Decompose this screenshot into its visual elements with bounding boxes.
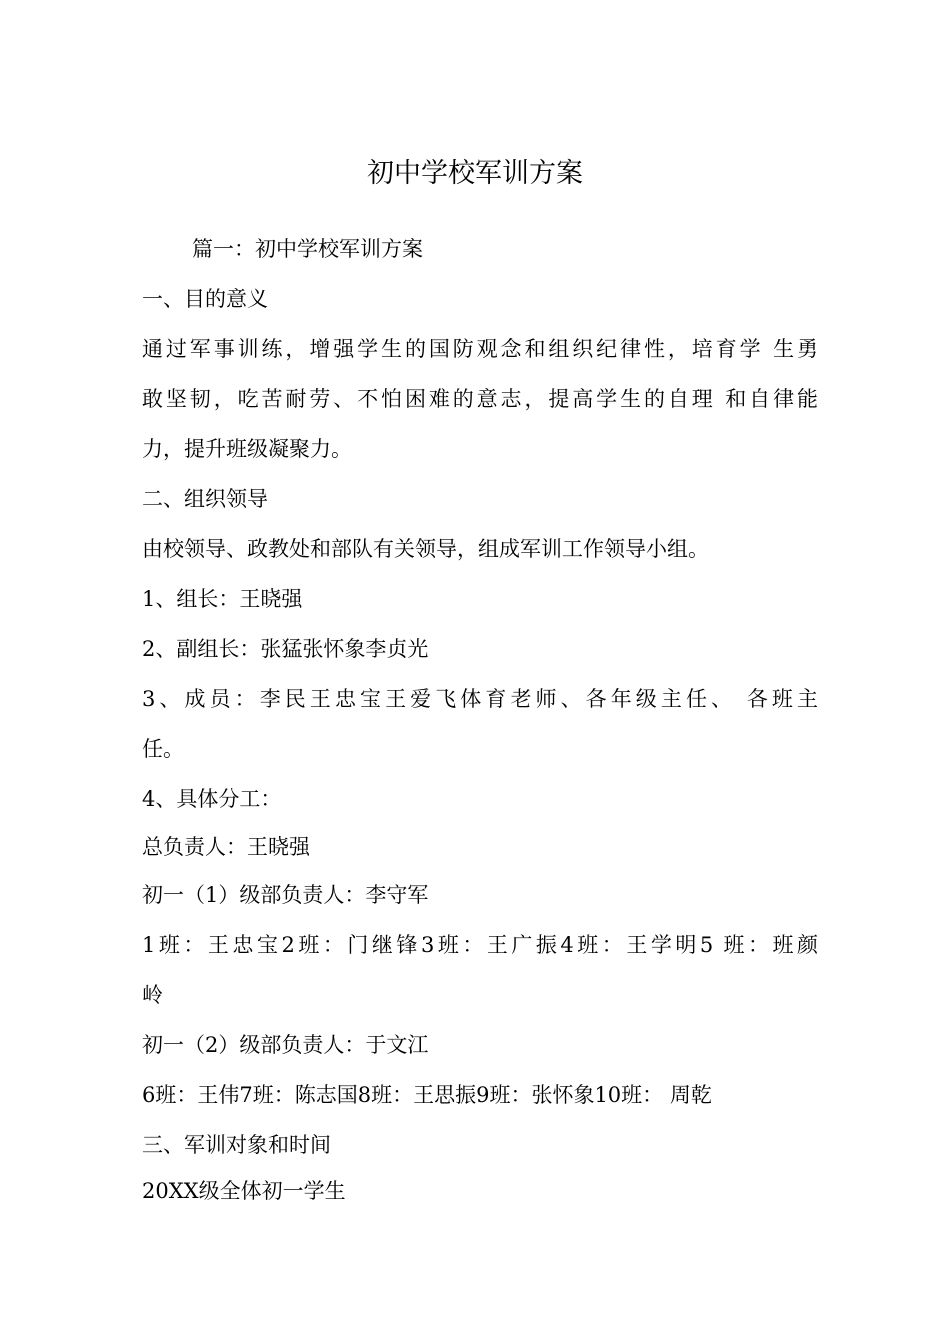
section-heading-targets-time: 三、军训对象和时间: [142, 1133, 331, 1157]
paragraph-line: 总负责人：王晓强: [142, 835, 310, 859]
paragraph-line: 岭: [142, 983, 163, 1007]
section-heading-purpose: 一、目的意义: [142, 287, 268, 311]
paragraph-line: 通过军事训练，增强学生的国防观念和组织纪律性，培育学 生勇: [142, 337, 818, 361]
document-title: 初中学校军训方案: [367, 158, 583, 189]
paragraph-line: 由校领导、政教处和部队有关领导，组成军训工作领导小组。: [142, 537, 709, 561]
paragraph-line: 1班：王忠宝2班：门继锋3班：王广振4班：王学明5 班：班颜: [142, 933, 818, 957]
paragraph-line: 初一（1）级部负责人：李守军: [142, 883, 429, 907]
list-item: 3、成员：李民王忠宝王爱飞体育老师、各年级主任、 各班主: [142, 687, 818, 711]
paragraph-line: 敢坚韧，吃苦耐劳、不怕困难的意志，提高学生的自理 和自律能: [142, 387, 818, 411]
list-item: 1、组长：王晓强: [142, 587, 303, 611]
list-item: 4、具体分工：: [142, 787, 282, 811]
list-item: 2、副组长：张猛张怀象李贞光: [142, 637, 429, 661]
paragraph-line: 6班：王伟7班：陈志国8班：王思振9班：张怀象10班： 周乾: [142, 1083, 712, 1107]
list-item-continuation: 任。: [142, 737, 184, 761]
section-heading-organization: 二、组织领导: [142, 487, 268, 511]
paragraph-line: 初一（2）级部负责人：于文江: [142, 1033, 429, 1057]
paragraph-line: 力，提升班级凝聚力。: [142, 437, 352, 461]
paragraph-line: 20XX级全体初一学生: [142, 1179, 346, 1203]
section-heading-part-one: 篇一：初中学校军训方案: [192, 237, 423, 261]
